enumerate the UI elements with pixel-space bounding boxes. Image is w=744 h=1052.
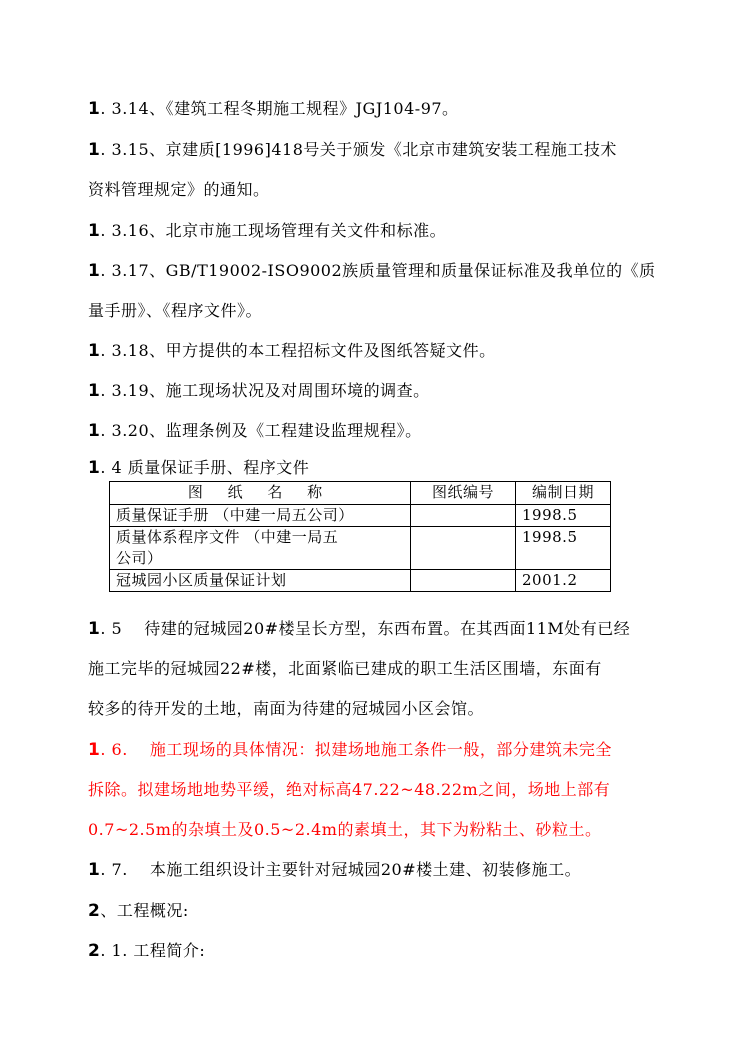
clause-text: . 4 质量保证手册、程序文件 [100,458,310,477]
clause-number: 2 [88,941,101,961]
clause-1-3-16 [88,218,446,241]
table-row [110,505,611,527]
clause-1-3-15-continued: 资料管理规定》的通知。 [88,180,270,199]
section-1-4-heading [88,455,309,478]
section-2-1-heading [88,938,205,961]
cell-date: 1998.5 [516,527,611,570]
section-1-6-line2: 拆除。拟建场地地势平缓，绝对标高47.22~48.22m之间，场地上部有 [88,780,611,799]
document-table [109,481,611,592]
clause-text: . 3.18、甲方提供的本工程招标文件及图纸答疑文件。 [100,341,496,360]
cell-code [411,527,516,570]
cell-name-line2: 公司） [116,549,163,567]
clause-1-3-17 [88,258,656,281]
heading-text: 、工程概况: [100,901,189,920]
clause-number: 1 [88,381,101,401]
clause-1-3-19 [88,378,430,401]
clause-text: . 3.17、GB/T19002-ISO9002族质量管理和质量保证标准及我单位的《质 [100,261,656,280]
section-1-7 [88,857,581,880]
table-row [110,527,611,570]
clause-number: 1 [88,421,101,441]
clause-text: . 3.15、京建质[1996]418号关于颁发《北京市建筑安装工程施工技术 [100,140,617,159]
cell-name-line1: 质量体系程序文件 （中建一局五 [116,528,339,546]
section-1-5-line1 [88,616,630,639]
clause-number: 1 [88,140,101,160]
section-1-5-line3: 较多的待开发的土地，南面为待建的冠城园小区会馆。 [88,699,485,718]
clause-text: . 3.16、北京市施工现场管理有关文件和标准。 [100,221,447,240]
clause-text: . 3.19、施工现场状况及对周围环境的调查。 [100,381,430,400]
table-row [110,570,611,592]
clause-number: 1 [88,619,101,639]
table-header-row [110,482,611,505]
clause-number: 1 [88,458,101,478]
clause-text: . 3.20、监理条例及《工程建设监理规程》。 [100,421,422,440]
header-drawing-name: 图 纸 名 称 [110,482,411,505]
heading-text: . 1. 工程简介: [100,941,206,960]
paragraph-text: . 6. 施工现场的具体情况：拟建场地施工条件一般，部分建筑未完全 [100,740,612,759]
paragraph-text: . 5 待建的冠城园20#楼呈长方型，东西布置。在其西面11M处有已经 [100,619,631,638]
clause-number: 1 [88,860,101,880]
cell-date: 2001.2 [516,570,611,592]
section-2-heading [88,898,189,921]
clause-1-3-17-continued: 量手册》、《程序文件》。 [88,301,263,320]
clause-number: 1 [88,341,101,361]
clause-text: . 3.14、《建筑工程冬期施工规程》JGJ104-97。 [100,99,459,118]
paragraph-text: . 7. 本施工组织设计主要针对冠城园20#楼土建、初装修施工。 [100,860,582,879]
clause-number: 1 [88,99,101,119]
header-compile-date: 编制日期 [516,482,611,505]
clause-1-3-14 [88,96,459,119]
cell-name: 质量保证手册 （中建一局五公司） [110,505,411,527]
clause-1-3-18 [88,338,496,361]
section-1-6-line1 [88,737,612,760]
cell-name: 冠城园小区质量保证计划 [110,570,411,592]
clause-number: 1 [88,261,101,281]
clause-number: 2 [88,901,101,921]
cell-code [411,570,516,592]
clause-1-3-15 [88,137,617,160]
clause-number: 1 [88,221,101,241]
cell-name [110,527,411,570]
header-drawing-number: 图纸编号 [411,482,516,505]
clause-number: 1 [88,740,101,760]
section-1-5-line2: 施工完毕的冠城园22#楼，北面紧临已建成的职工生活区围墙，东面有 [88,659,602,678]
cell-code [411,505,516,527]
cell-date: 1998.5 [516,505,611,527]
section-1-6-line3: 0.7~2.5m的杂填土及0.5~2.4m的素填土，其下为粉粘土、砂粒土。 [88,820,602,839]
clause-1-3-20 [88,418,422,441]
